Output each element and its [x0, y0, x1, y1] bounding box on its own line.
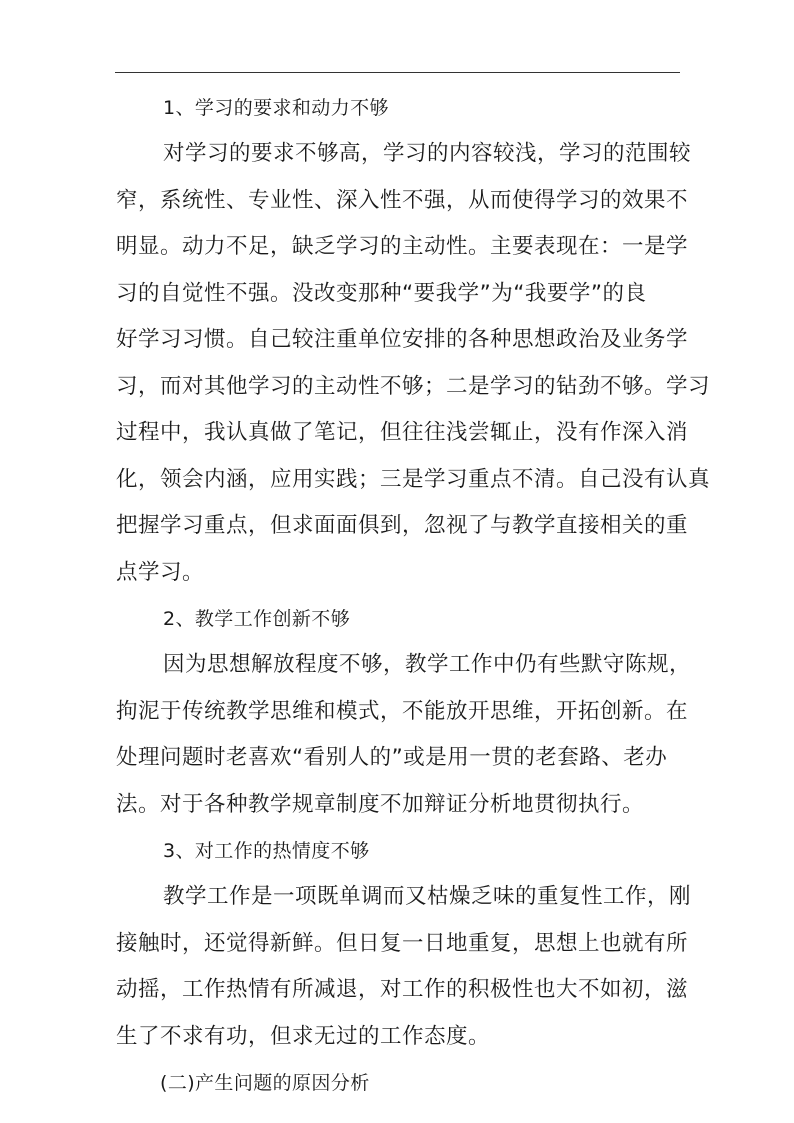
paragraph-line: 处理问题时老喜欢“看别人的”或是用一贯的老套路、老办 [116, 745, 668, 770]
document-body [116, 85, 711, 1106]
section-3 [116, 828, 692, 1060]
section-heading: 3、对工作的热情度不够 [163, 840, 370, 862]
paragraph-line: 因为思想解放程度不够，教学工作中仍有些默守陈规， [163, 652, 692, 677]
section-heading: 1、学习的要求和动力不够 [163, 97, 389, 119]
paragraph-line: 过程中，我认真做了笔记，但往往浅尝辄止，没有作深入消 [116, 420, 689, 445]
paragraph-line: 拘泥于传统教学思维和模式，不能放开思维，开拓创新。在 [116, 698, 689, 724]
section-paragraph [116, 642, 692, 828]
paragraph-line: 点学习。 [116, 559, 205, 585]
paragraph-line: 对学习的要求不够高，学习的内容较浅，学习的范围较 [163, 141, 692, 166]
section-heading: 2、教学工作创新不够 [163, 608, 351, 630]
section-2 [116, 596, 692, 828]
section-paragraph [116, 131, 711, 596]
paragraph-line: 习，而对其他学习的主动性不够；二是学习的钻劲不够。学习 [116, 373, 711, 399]
paragraph-line: 好学习习惯。自己较注重单位安排的各种思想政治及业务学 [116, 327, 689, 352]
paragraph-line: 习的自觉性不强。没改变那种“要我学”为“我要学”的良 [116, 280, 647, 306]
paragraph-line: 法。对于各种教学规章制度不加辩证分析地贯彻执行。 [116, 791, 645, 817]
paragraph-line: 动摇，工作热情有所减退，对工作的积极性也大不如初，滋 [116, 977, 689, 1002]
section-4 [116, 1060, 679, 1106]
paragraph-line: 生了不求有功，但求无过的工作态度。 [116, 1023, 491, 1049]
header-rule [115, 72, 680, 73]
paragraph-line: 教学工作是一项既单调而又枯燥乏味的重复性工作，刚 [163, 884, 692, 909]
section-1 [116, 85, 711, 596]
section-paragraph [116, 874, 692, 1060]
paragraph-line: 把握学习重点，但求面面俱到，忽视了与教学直接相关的重 [116, 513, 689, 538]
paragraph-line: 明显。动力不足，缺乏学习的主动性。主要表现在：一是学 [116, 234, 689, 259]
section-heading: (二)产生问题的原因分析 [160, 1072, 370, 1094]
paragraph-line: 化，领会内涵，应用实践；三是学习重点不清。自己没有认真 [116, 466, 711, 492]
paragraph-line: 接触时，还觉得新鲜。但日复一日地重复，思想上也就有所 [116, 930, 689, 956]
paragraph-line: 窄，系统性、专业性、深入性不强，从而使得学习的效果不 [116, 187, 689, 213]
